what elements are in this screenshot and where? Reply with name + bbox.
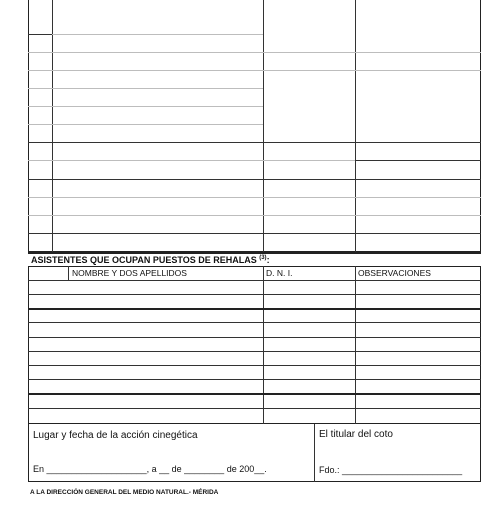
attendee-row-line (28, 408, 481, 409)
attendees-col-divider (263, 266, 264, 424)
attendees-title: ASISTENTES QUE OCUPAN PUESTOS DE REHALAS $^{(3)}$: (31, 255, 270, 265)
upper-table-row-line (28, 124, 263, 125)
attendee-row-line (28, 365, 481, 366)
attendee-row-line (28, 322, 481, 323)
holder-label: El titular del coto (319, 429, 393, 440)
attendees-top-border (28, 252, 481, 254)
attendees-header-bottom (28, 280, 481, 281)
upper-table-row-line (28, 197, 481, 198)
upper-table-row-line (28, 233, 481, 234)
attendee-row-line (28, 294, 481, 295)
upper-table-row-line (28, 160, 355, 161)
attendee-row-line (28, 337, 481, 338)
place-date-line[interactable]: En ____________________, a __ de ________ de 200__. (33, 464, 267, 474)
holder-sign-line[interactable]: Fdo.: ________________________ (319, 465, 463, 475)
upper-table-row-line (28, 106, 263, 107)
upper-table-row-line (28, 142, 481, 143)
upper-table-row-line (28, 52, 481, 53)
signature-divider (314, 424, 315, 482)
column-header-name: NOMBRE Y DOS APELLIDOS (72, 268, 187, 278)
attendee-row-line (28, 351, 481, 352)
addressee-note: A LA DIRECCIÓN GENERAL DEL MEDIO NATURAL.- MÉRIDA (30, 489, 219, 496)
upper-table-row-line (28, 88, 263, 89)
column-header-dni: D. N. I. (266, 268, 293, 278)
upper-table-row-line (28, 34, 52, 35)
attendees-col-divider (355, 266, 356, 424)
attendees-table (28, 266, 481, 424)
attendee-row-line (28, 308, 481, 310)
upper-table-row-line (52, 34, 263, 35)
attendees-col-divider (68, 266, 69, 280)
upper-table-row-line (28, 179, 481, 180)
column-header-observations: OBSERVACIONES (358, 268, 431, 278)
attendee-row-line (28, 393, 481, 395)
upper-table-row-line (355, 160, 481, 161)
place-date-label: Lugar y fecha de la acción cinegética (33, 430, 198, 441)
upper-table-row-line (28, 215, 481, 216)
attendee-row-line (28, 379, 481, 380)
upper-table-row-line (28, 70, 481, 71)
